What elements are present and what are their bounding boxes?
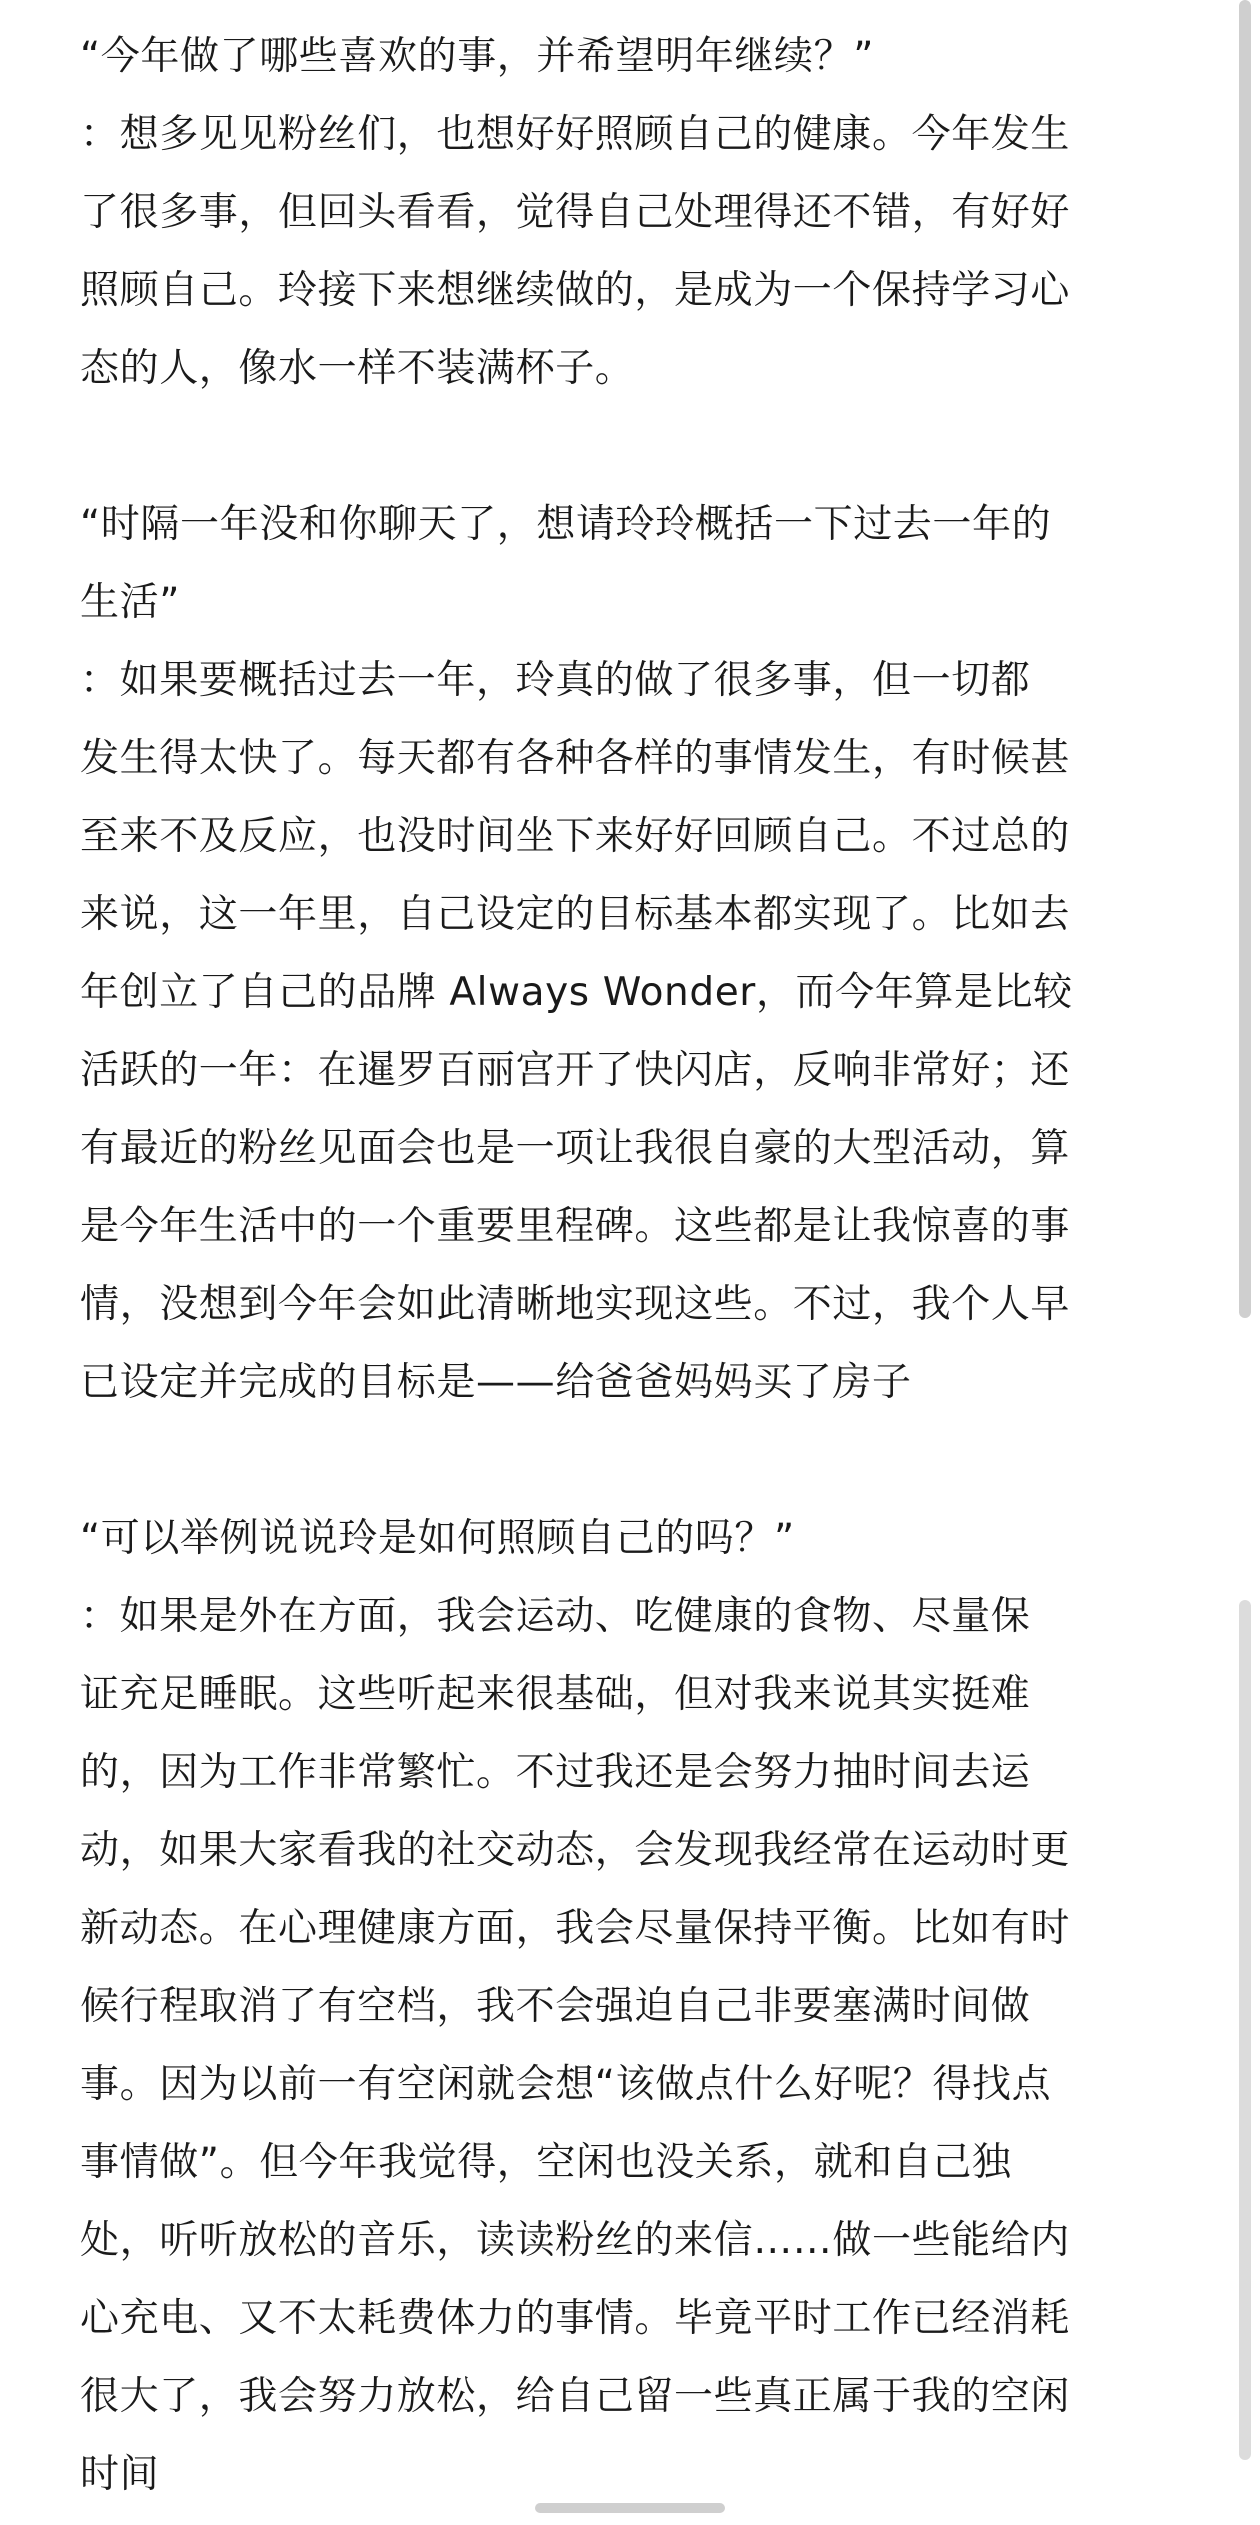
answer-line: 照顾自己。玲接下来想继续做的，是成为一个保持学习心: [80, 268, 1071, 313]
answer-line: 活跃的一年：在暹罗百丽宫开了快闪店，反响非常好；还: [80, 1048, 1071, 1093]
answer-line: 态的人，像水一样不装满杯子。: [80, 346, 635, 391]
answer-line: 心充电、又不太耗费体力的事情。毕竟平时工作已经消耗: [80, 2296, 1071, 2341]
question-line: 生活”: [80, 580, 181, 625]
paragraph-gap: [80, 408, 1200, 486]
home-indicator-bar[interactable]: [535, 2503, 725, 2513]
article-body: [80, 18, 1200, 2514]
answer-line: 已设定并完成的目标是——给爸爸妈妈买了房子: [80, 1360, 912, 1405]
answer-line: 是今年生活中的一个重要里程碑。这些都是让我惊喜的事: [80, 1204, 1071, 1249]
answer-line: 动，如果大家看我的社交动态，会发现我经常在运动时更: [80, 1828, 1071, 1873]
question-line: “今年做了哪些喜欢的事，并希望明年继续？”: [80, 34, 875, 79]
scrollbar-thumb-secondary[interactable]: [1239, 1600, 1251, 2460]
answer-line: 有最近的粉丝见面会也是一项让我很自豪的大型活动，算: [80, 1126, 1071, 1171]
answer-line: ：如果是外在方面，我会运动、吃健康的食物、尽量保: [80, 1594, 1031, 1639]
answer-line: 处，听听放松的音乐，读读粉丝的来信……做一些能给内: [80, 2218, 1071, 2263]
question-line: “时隔一年没和你聊天了，想请玲玲概括一下过去一年的: [80, 502, 1052, 547]
answer-line: 来说，这一年里，自己设定的目标基本都实现了。比如去: [80, 892, 1071, 937]
answer-line: 候行程取消了有空档，我不会强迫自己非要塞满时间做: [80, 1984, 1031, 2029]
answer-line: 证充足睡眠。这些听起来很基础，但对我来说其实挺难: [80, 1672, 1031, 1717]
scrollbar-thumb[interactable]: [1239, 0, 1251, 1318]
qa-section-2: [80, 486, 1200, 1422]
answer-line: 时间: [80, 2452, 160, 2497]
answer-line: 情，没想到今年会如此清晰地实现这些。不过，我个人早: [80, 1282, 1071, 1327]
answer-line: ：如果要概括过去一年，玲真的做了很多事，但一切都: [80, 658, 1031, 703]
answer-line: 的，因为工作非常繁忙。不过我还是会努力抽时间去运: [80, 1750, 1031, 1795]
answer-line: 事情做”。但今年我觉得，空闲也没关系，就和自己独: [80, 2140, 1012, 2185]
answer-line: ：想多见见粉丝们，也想好好照顾自己的健康。今年发生: [80, 112, 1071, 157]
answer-line: 发生得太快了。每天都有各种各样的事情发生，有时候甚: [80, 736, 1071, 781]
answer-line: 至来不及反应，也没时间坐下来好好回顾自己。不过总的: [80, 814, 1071, 859]
answer-line: 了很多事，但回头看看，觉得自己处理得还不错，有好好: [80, 190, 1071, 235]
qa-section-3: [80, 1500, 1200, 2514]
question-line: “可以举例说说玲是如何照顾自己的吗？”: [80, 1516, 795, 1561]
paragraph-gap: [80, 1422, 1200, 1500]
answer-line: 新动态。在心理健康方面，我会尽量保持平衡。比如有时: [80, 1906, 1071, 1951]
answer-line: 事。因为以前一有空闲就会想“该做点什么好呢？得找点: [80, 2062, 1052, 2107]
qa-section-1: [80, 18, 1200, 408]
answer-line: 年创立了自己的品牌 Always Wonder，而今年算是比较: [80, 970, 1073, 1015]
answer-line: 很大了，我会努力放松，给自己留一些真正属于我的空闲: [80, 2374, 1071, 2419]
